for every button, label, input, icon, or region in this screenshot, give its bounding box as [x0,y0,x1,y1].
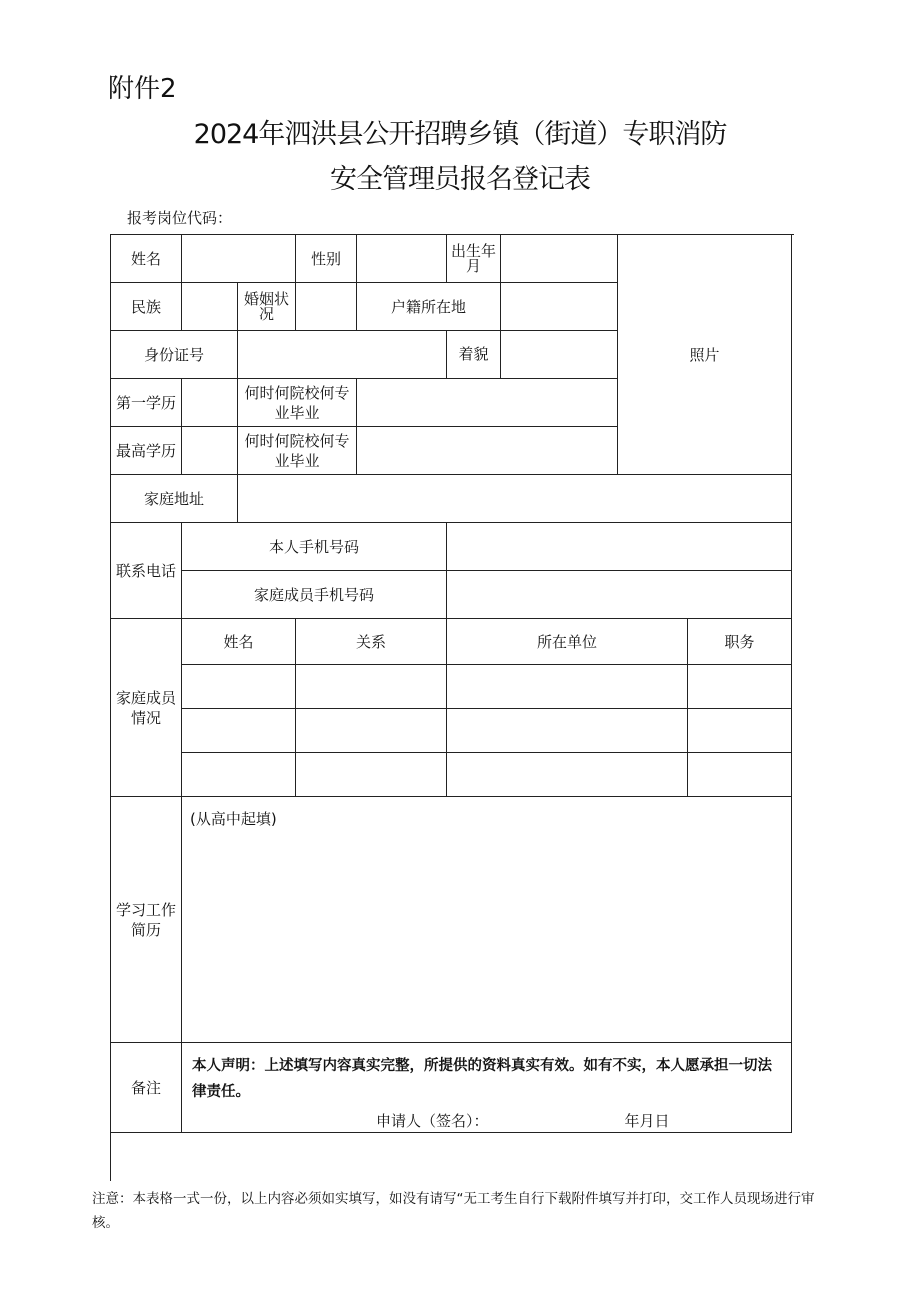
family-header-relation: 关系 [296,619,447,665]
family-row-2-name[interactable] [182,709,296,753]
post-code-label: 报考岗位代码： [127,209,233,227]
attachment-label: 附件2 [108,74,177,104]
political-label: 着貌 [447,331,501,379]
ethnicity-field[interactable] [182,283,238,331]
id-number-label: 身份证号 [111,331,238,379]
home-address-label: 家庭地址 [111,475,238,523]
ethnicity-label: 民族 [111,283,182,331]
photo-box[interactable]: 照片 [618,235,792,475]
form-title-line2: 安全管理员报名登记表 [330,164,590,195]
resume-label: 学习工作简历 [111,797,182,1043]
household-label: 户籍所在地 [357,283,501,331]
name-field[interactable] [182,235,296,283]
declaration-text: 本人声明：上述填写内容真实完整，所提供的资料真实有效。如有不实，本人愿承担一切法律责任。 [192,1058,772,1100]
home-address-field[interactable] [238,475,792,523]
signature-line [192,1111,785,1131]
family-row-1-relation[interactable] [296,665,447,709]
registration-form-table [110,234,794,1181]
family-row-3-relation[interactable] [296,753,447,797]
family-row-1-name[interactable] [182,665,296,709]
date-label: 年月日 [624,1112,670,1130]
applicant-signature-label: 申请人（签名）： [376,1112,489,1130]
marital-field[interactable] [296,283,357,331]
resume-field[interactable] [182,797,792,1043]
marital-label: 婚姻状况 [238,283,296,331]
footnote: 注意：本表格一式一份，以上内容必须如实填写，如没有请写“无工考生自行下载附件填写并打印，交工作人员现场进行审核。 [92,1191,815,1231]
family-row-3-position[interactable] [688,753,792,797]
family-phone-field[interactable] [447,571,792,619]
gender-field[interactable] [357,235,447,283]
first-edu-field[interactable] [182,379,238,427]
highest-edu-school-label: 何时何院校何专业毕业 [238,427,357,475]
remark-field [182,1043,792,1133]
own-phone-label: 本人手机号码 [182,523,447,571]
highest-edu-field[interactable] [182,427,238,475]
resume-hint: (从高中起填) [190,810,277,828]
family-row-2-relation[interactable] [296,709,447,753]
id-number-field[interactable] [238,331,447,379]
contact-label: 联系电话 [111,523,182,619]
family-info-label: 家庭成员情况 [111,619,182,797]
first-edu-school-field[interactable] [357,379,618,427]
birth-field[interactable] [501,235,618,283]
name-label: 姓名 [111,235,182,283]
birth-label: 出生年月 [447,235,501,283]
first-edu-school-label: 何时何院校何专业毕业 [238,379,357,427]
gender-label: 性别 [296,235,357,283]
family-row-2-workplace[interactable] [447,709,688,753]
family-row-3-workplace[interactable] [447,753,688,797]
household-field[interactable] [501,283,618,331]
family-phone-label: 家庭成员手机号码 [182,571,447,619]
family-row-2-position[interactable] [688,709,792,753]
own-phone-field[interactable] [447,523,792,571]
family-header-workplace: 所在单位 [447,619,688,665]
remark-label: 备注 [111,1043,182,1133]
family-row-1-position[interactable] [688,665,792,709]
form-title-line1: 2024年泗洪县公开招聘乡镇（街道）专职消防 [193,119,727,150]
highest-edu-label: 最高学历 [111,427,182,475]
highest-edu-school-field[interactable] [357,427,618,475]
family-row-1-workplace[interactable] [447,665,688,709]
political-field[interactable] [501,331,618,379]
family-row-3-name[interactable] [182,753,296,797]
first-edu-label: 第一学历 [111,379,182,427]
family-header-name: 姓名 [182,619,296,665]
family-header-position: 职务 [688,619,792,665]
